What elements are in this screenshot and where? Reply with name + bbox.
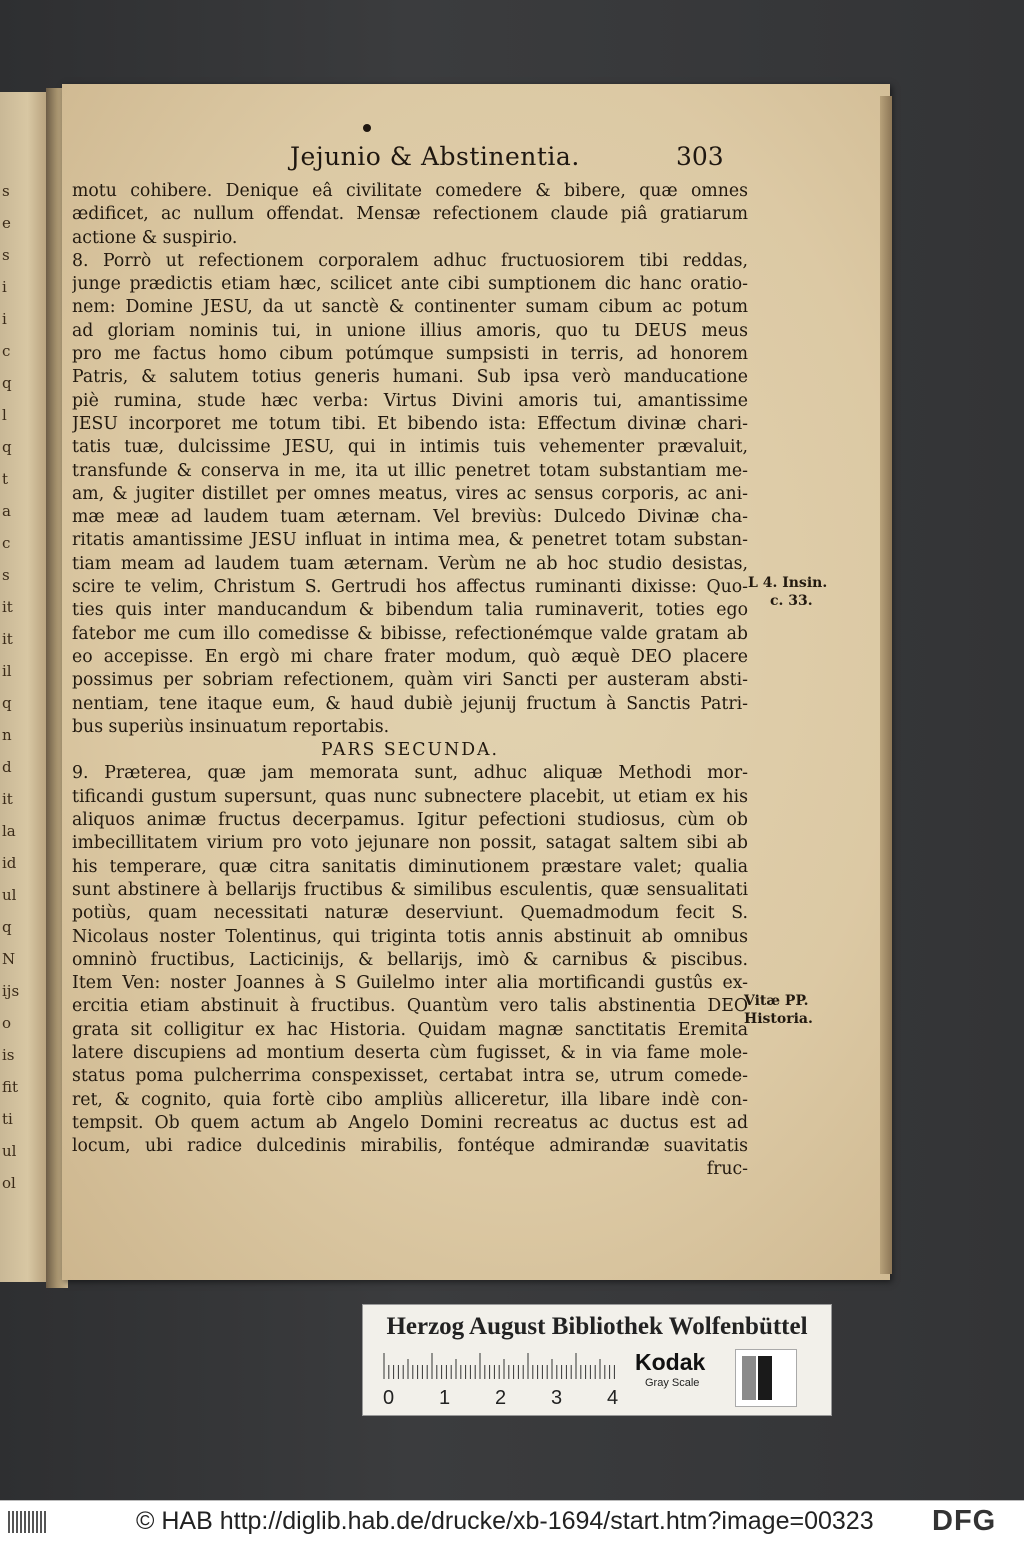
- library-name: Herzog August Bibliothek Wolfenbüttel: [386, 1313, 808, 1340]
- facing-page-fragment: l: [2, 406, 7, 424]
- facing-page-fragment: d: [2, 758, 12, 776]
- facing-page-fragment: fit: [2, 1078, 19, 1096]
- ruler-number: 4: [607, 1387, 619, 1409]
- text-line: tempsit. Ob quem actum ab Angelo Domini recreatus ac ductus est ad: [72, 1112, 748, 1133]
- margin-note-line: Historia.: [744, 1011, 813, 1027]
- text-line: 9. Præterea, quæ jam memorata sunt, adhuc aliquæ Methodi mor-: [72, 763, 748, 784]
- text-line: junge prædictis etiam hæc, scilicet ante cibi sumptionem dic hanc oratio-: [72, 274, 748, 295]
- facing-page-edge: [0, 92, 48, 1282]
- gray-patch: [742, 1356, 756, 1400]
- facing-page-fragment: q: [2, 918, 12, 936]
- text-line: imbecillitatem virium pro voto jejunare non possit, satagat saltem sibi ab: [72, 833, 748, 854]
- facing-page-fragment: s: [2, 566, 10, 584]
- ruler-number: 0: [383, 1387, 395, 1409]
- text-line: tificandi gustum supersunt, quas nunc subnectere placebit, ut etiam ex his: [72, 786, 748, 807]
- kodak-brand: Kodak: [635, 1349, 706, 1375]
- facing-page-fragment: ul: [2, 1142, 17, 1160]
- margin-note-line: L 4. Insin.: [748, 575, 828, 591]
- margin-note-line: Vitæ PP.: [744, 993, 809, 1009]
- text-line: latere discupiens ad montium deserta cùm fugisset, & in via fame mole-: [72, 1042, 748, 1063]
- facing-page-fragment: N: [2, 950, 16, 968]
- text-line: transfunde & conserva in me, ita ut illic penetret totam substantiam me-: [72, 460, 748, 481]
- facing-page-fragment: it: [2, 630, 13, 648]
- facing-page-fragment: s: [2, 182, 10, 200]
- text-line: omninò fructibus, Lacticinijs, & bellarijs, imò & carnibus & piscibus.: [72, 949, 748, 970]
- black-patch: [758, 1356, 772, 1400]
- text-line: nem: Domine JESU, da ut sanctè & continenter sumam cibum ac potum: [72, 297, 748, 318]
- text-line: JESU incorporet me totum tibi. Et bibendo ista: Effectum divinæ chari-: [72, 413, 748, 434]
- text-line: ad gloriam nominis tui, in unione illius amoris, quo tu DEUS meus: [72, 320, 748, 341]
- text-line: his temperare, quæ citra sanitatis diminutionem præstare valet; qualia: [72, 856, 748, 877]
- text-line: motu cohibere. Denique eâ civilitate comedere & bibere, quæ omnes: [72, 181, 748, 201]
- facing-page-fragment: a: [2, 502, 11, 520]
- facing-page-fragment: s: [2, 246, 10, 264]
- text-line: fatebor me cum illo comedisse & bibisse, refectionémque valde gratam ab: [72, 623, 748, 644]
- facing-page-fragment: n: [2, 726, 12, 744]
- facing-page-fragment: it: [2, 790, 13, 808]
- text-line: tatis tuæ, dulcissime JESU, qui in intimis tuis vehementer prævaluit,: [72, 437, 748, 458]
- facing-page-fragment: ol: [2, 1174, 16, 1192]
- facing-page-fragment: q: [2, 694, 12, 712]
- facing-page-fragment: c: [2, 534, 11, 552]
- facing-page-fragment: c: [2, 342, 11, 360]
- text-line: status poma pulcherrima conspexisset, certabat intra se, utrum comede-: [72, 1066, 748, 1087]
- text-line: Patris, & salutem totius generis humani. Sub ipsa verò manducatione: [72, 367, 748, 388]
- ruler-numbers: [377, 1387, 637, 1411]
- source-url-link[interactable]: © HAB http://diglib.hab.de/drucke/xb-1694/start.htm?image=00323: [136, 1507, 874, 1535]
- text-line: locum, ubi radice dulcedinis mirabilis, fontéque admirandæ suavitatis: [72, 1136, 748, 1157]
- ruler-number: 2: [495, 1387, 507, 1409]
- text-line: piè rumina, stude hæc verba: Virtus Divini amoris tui, amantissime: [72, 390, 748, 411]
- facing-page-fragment: la: [2, 822, 16, 840]
- text-line: ties quis inter manducandum & bibendum talia ruminaverit, toties ego: [72, 600, 748, 621]
- facing-page-fragment: id: [2, 854, 17, 872]
- ruler-number: 3: [551, 1387, 563, 1409]
- margin-note-source: [744, 992, 813, 1028]
- page-edge-shadow: [880, 96, 892, 1274]
- text-line: sunt abstinere à bellarijs fructibus & similibus esculentis, quæ sensualitati: [72, 879, 748, 900]
- facing-page-fragment: q: [2, 438, 12, 456]
- text-line: eo accepisse. En ergò mi chare frater modum, quò æquè DEO placere: [72, 646, 748, 667]
- text-line: ritatis amantissime JESU influat in intima mea, & penetret totam substan-: [72, 530, 748, 551]
- text-line: fruc-: [706, 1159, 748, 1180]
- ruler-number: 1: [439, 1387, 451, 1409]
- text-line: pro me factus homo cibum potúmque sumpsisti in terris, ad honorem: [72, 344, 748, 365]
- facing-page-fragment: i: [2, 278, 7, 296]
- gray-swatch: [735, 1349, 797, 1407]
- text-line: aliquos animæ fructus decerpamus. Igitur pefectioni studiosus, cùm ob: [72, 810, 748, 831]
- gray-scale-label: Gray Scale: [645, 1377, 700, 1389]
- text-line: mæ meæ ad laudem tuam æternam. Vel breviùs: Dulcedo Divinæ cha-: [72, 507, 748, 528]
- barcode-logo-icon: [8, 1509, 54, 1535]
- facing-page-fragment: e: [2, 214, 11, 232]
- text-line: nentiam, tene itaque eum, & haud dubiè jejunij fructum à Sanctis Patri-: [72, 693, 748, 714]
- section-heading: PARS SECUNDA.: [320, 740, 500, 761]
- calibration-card: [362, 1304, 832, 1416]
- page-number: 303: [676, 142, 724, 171]
- body-text: [72, 180, 748, 1182]
- text-line: bus superiùs insinuatum reportabis.: [72, 716, 390, 737]
- running-head: Jejunio & Abstinentia.: [290, 142, 580, 171]
- text-line: possimus per sobriam refectionem, quàm viri Sancti per austeram absti-: [72, 670, 748, 691]
- facing-page-fragment: t: [2, 470, 9, 488]
- text-line: potiùs, quam necessitati naturæ deserviunt. Quemadmodum fecit S.: [72, 903, 748, 924]
- margin-note-line: c. 33.: [770, 593, 813, 609]
- facing-page-fragment: ul: [2, 886, 17, 904]
- facing-page-fragment: ti: [2, 1110, 13, 1128]
- facing-page-fragment: o: [2, 1014, 12, 1032]
- facing-page-fragment: is: [2, 1046, 15, 1064]
- facing-page-fragment: i: [2, 310, 7, 328]
- facing-page-fragment: il: [2, 662, 12, 680]
- footer-bar: [0, 1500, 1024, 1542]
- facing-page-fragment: ijs: [2, 982, 20, 1000]
- text-line: ret, & cognito, quia fortè cibo ampliùs alliceretur, illa libare indè con-: [72, 1089, 748, 1110]
- text-line: 8. Porrò ut refectionem corporalem adhuc fructuosiorem tibi reddas,: [72, 250, 748, 271]
- printer-ornament-dot: [363, 124, 371, 132]
- dfg-logo: DFG: [932, 1505, 997, 1537]
- text-line: ædificet, ac nullum offendat. Mensæ refectionem claude piâ gratiarum: [72, 204, 748, 225]
- margin-note-citation: [748, 574, 827, 610]
- text-line: actione & suspirio.: [72, 227, 238, 248]
- facing-page-fragment: q: [2, 374, 12, 392]
- text-line: Nicolaus noster Tolentinus, qui triginta totis annis abstinuit ab omnibus: [72, 926, 748, 947]
- text-line: Item Ven: noster Joannes à S Guilelmo inter alia mortificandi gustûs ex-: [72, 973, 748, 994]
- text-line: tiam meam ad laudem tuam æternam. Verùm ne ab hoc studio desistas,: [72, 553, 748, 574]
- text-line: am, & jugiter distillet per omnes meatus, vires ac sensus corporis, ac ani-: [72, 483, 748, 504]
- text-line: ercitia etiam abstinuit à fructibus. Quantùm vero talis abstinentia DEO: [72, 996, 748, 1017]
- text-line: scire te velim, Christum S. Gertrudi hos affectus ruminanti dixisse: Quo-: [72, 577, 748, 598]
- facing-page-fragment: it: [2, 598, 13, 616]
- ruler-scale: [381, 1351, 621, 1381]
- text-line: grata sit colligitur ex hac Historia. Quidam magnæ sanctitatis Eremita: [72, 1019, 748, 1040]
